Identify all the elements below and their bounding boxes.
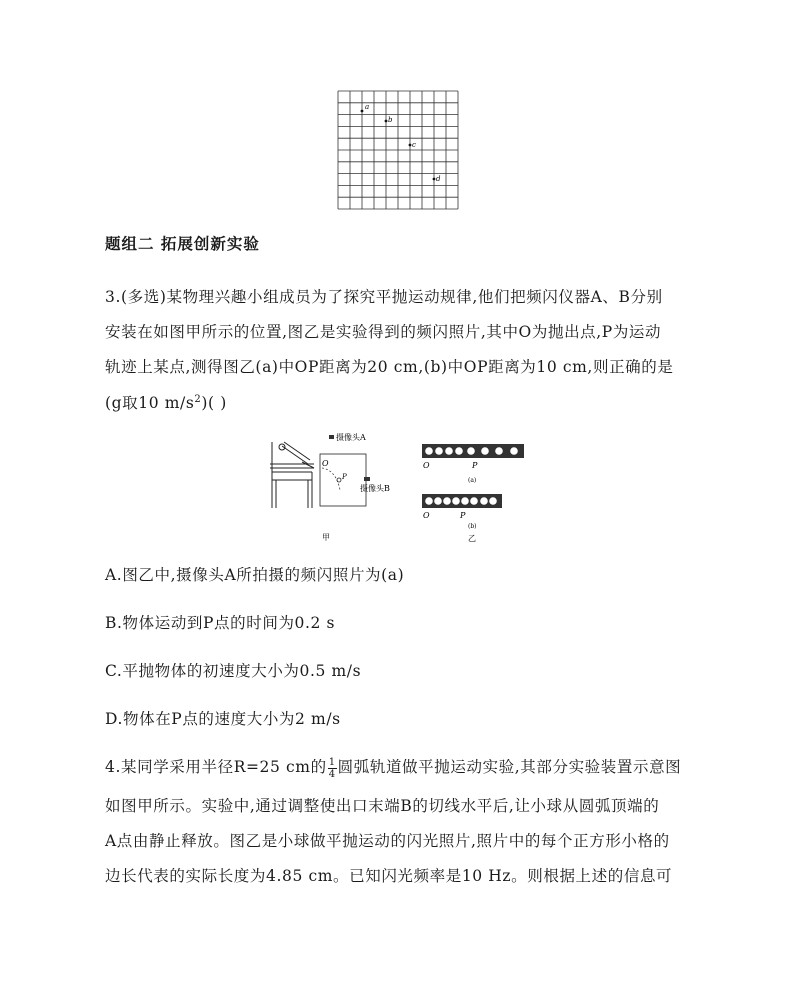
yi-b-o-label: O	[423, 511, 430, 520]
yi-a-p-label: P	[472, 461, 478, 470]
grid-label-a: a	[365, 103, 370, 111]
figure-yi	[418, 440, 530, 546]
quarter-fraction	[328, 757, 337, 780]
strip-b-tag: (b)	[468, 523, 477, 530]
flash-ball	[452, 497, 460, 505]
flash-ball	[495, 447, 503, 455]
q4-line-1-pre: 4.某同学采用半径R=25 cm的	[105, 758, 327, 776]
flash-ball	[425, 497, 433, 505]
flash-ball	[461, 497, 469, 505]
fraction-denominator: 4	[328, 768, 336, 780]
q4-line-1	[105, 755, 681, 780]
figure-jia	[268, 428, 418, 546]
flash-ball	[481, 447, 489, 455]
grid-label-b: b	[388, 116, 393, 124]
yi-a-o-label: O	[423, 461, 430, 470]
flash-ball	[467, 447, 475, 455]
section-heading: 题组二 拓展创新实验	[105, 235, 260, 253]
fraction-numerator: 1	[328, 756, 336, 768]
grid-point-d	[433, 178, 436, 181]
grid-lines	[338, 91, 458, 209]
q4-line-2: 如图甲所示。实验中,通过调整使出口末端B的切线水平后,让小球从圆弧顶端的	[105, 797, 660, 815]
flash-ball	[443, 497, 451, 505]
option-d: D.物体在P点的速度大小为2 m/s	[105, 710, 341, 728]
q3-line-4	[105, 391, 227, 413]
camera-a-label: 摄像头A	[336, 433, 366, 442]
option-c: C.平抛物体的初速度大小为0.5 m/s	[105, 662, 362, 680]
yi-caption: 乙	[468, 534, 476, 543]
flash-ball	[435, 447, 443, 455]
strip-a-tag: (a)	[468, 477, 477, 484]
grid-point-b	[385, 120, 388, 123]
flash-ball	[480, 497, 488, 505]
yi-b-p-label: P	[460, 511, 466, 520]
q3-line-3: 轨迹上某点,测得图乙(a)中OP距离为20 cm,(b)中OP距离为10 cm,则正确的是	[105, 358, 674, 376]
grid-point-a	[361, 110, 364, 113]
grid-label-d: d	[436, 175, 441, 183]
flash-ball	[445, 447, 453, 455]
option-b: B.物体运动到P点的时间为0.2 s	[105, 614, 336, 632]
flash-ball	[489, 497, 497, 505]
grid-figure	[336, 89, 460, 211]
q3-line-4-post: )( )	[201, 394, 227, 412]
flash-ball	[455, 447, 463, 455]
q3-line-4-pre: (g取10 m/s	[105, 394, 195, 412]
flash-ball	[425, 447, 433, 455]
q4-line-3: A点由静止释放。图乙是小球做平抛运动的闪光照片,照片中的每个正方形小格的	[105, 832, 670, 850]
q3-line-4-sup: 2	[194, 393, 202, 405]
jia-o-label: O	[322, 459, 329, 468]
q4-line-4: 边长代表的实际长度为4.85 cm。已知闪光频率是10 Hz。则根据上述的信息可	[105, 867, 673, 885]
flash-ball	[434, 497, 442, 505]
q3-line-1: 3.(多选)某物理兴趣小组成员为了探究平抛运动规律,他们把频闪仪器A、B分别	[105, 288, 663, 306]
flash-ball	[510, 447, 518, 455]
camera-b-label: 摄像头B	[360, 484, 390, 493]
q3-line-2: 安装在如图甲所示的位置,图乙是实验得到的频闪照片,其中O为抛出点,P为运动	[105, 323, 662, 341]
grid-label-c: c	[412, 141, 416, 149]
jia-p-label: P	[342, 473, 347, 481]
jia-caption: 甲	[322, 533, 330, 542]
grid-point-c	[409, 144, 412, 147]
flash-ball	[470, 497, 478, 505]
option-a: A.图乙中,摄像头A所拍摄的频闪照片为(a)	[105, 566, 405, 584]
q4-line-1-post: 圆弧轨道做平抛运动实验,其部分实验装置示意图	[337, 758, 682, 776]
